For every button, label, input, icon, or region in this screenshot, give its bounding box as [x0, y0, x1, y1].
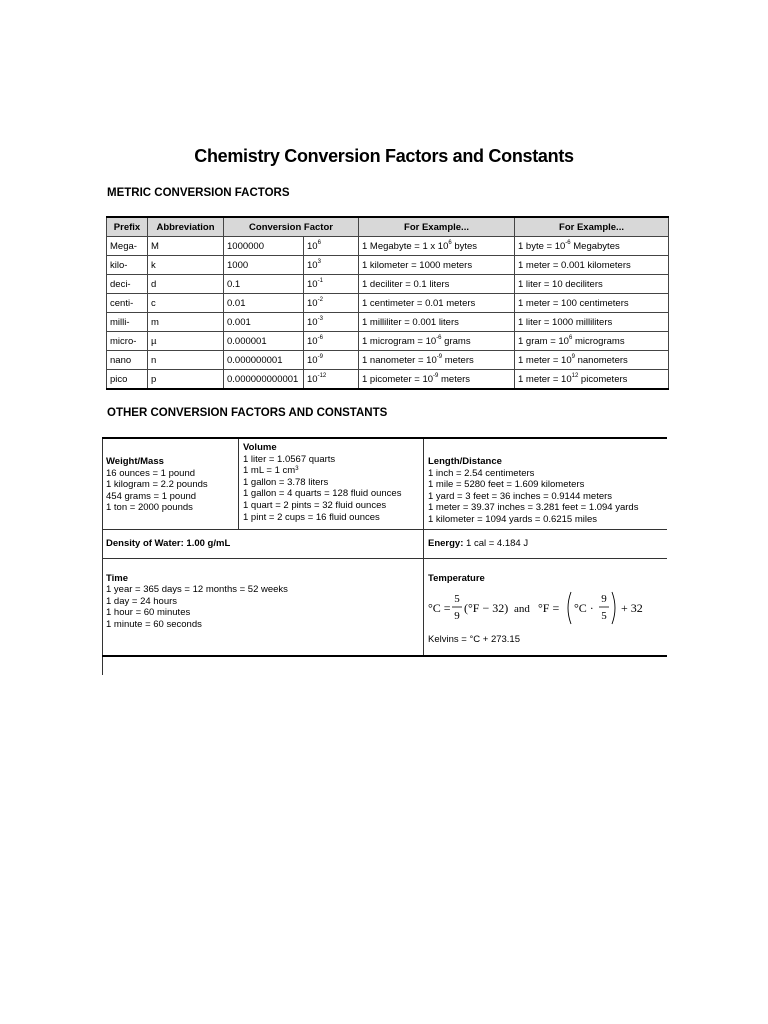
- length-line: 1 mile = 5280 feet = 1.609 kilometers: [428, 479, 585, 491]
- time-line: 1 day = 24 hours: [106, 595, 178, 607]
- formula-f-lhs: °F =: [538, 601, 560, 616]
- density-label: Density of Water:: [106, 537, 184, 549]
- header-prefix: Prefix: [107, 217, 148, 237]
- example-2-cell: [515, 275, 669, 294]
- factor-power-cell: [304, 351, 359, 370]
- length-distance-title: Length/Distance: [428, 456, 502, 467]
- factor-power-cell: [304, 275, 359, 294]
- example-1-text: 1 deciliter = 0.1 liters: [362, 278, 450, 290]
- volume-line: 1 quart = 2 pints = 32 fluid ounces: [243, 499, 387, 511]
- time-cell: [102, 559, 423, 655]
- example-1-cell: [359, 370, 515, 390]
- row-density-energy: [102, 530, 667, 559]
- weight-line: 16 ounces = 1 pound: [106, 467, 196, 479]
- example-1-cell: [359, 256, 515, 275]
- factor-decimal-cell: 0.000001: [224, 332, 304, 351]
- example-2-text: 1 meter = 10: [518, 354, 572, 366]
- example-2-tail: Megabytes: [570, 240, 620, 252]
- example-2-cell: [515, 313, 669, 332]
- temperature-cell: [423, 559, 667, 655]
- example-1-text: 1 centimeter = 0.01 meters: [362, 297, 476, 309]
- prefix-cell: centi-: [107, 294, 148, 313]
- example-1-exponent: 6: [448, 239, 452, 246]
- time-title: Time: [106, 572, 129, 584]
- prefix-cell: pico: [107, 370, 148, 390]
- factor-decimal-cell: 0.001: [224, 313, 304, 332]
- power-base: 10: [307, 354, 318, 366]
- factor-decimal-cell: 1000000: [224, 237, 304, 256]
- volume-line: [243, 465, 419, 477]
- metric-table-row: [107, 294, 669, 313]
- length-line: 1 yard = 3 feet = 36 inches = 0.9144 meters: [428, 490, 613, 502]
- fraction-num-5: 5: [454, 593, 460, 606]
- example-2-text: 1 liter = 10 deciliters: [518, 278, 603, 290]
- page-title: Chemistry Conversion Factors and Constants: [194, 146, 574, 166]
- power-base: 10: [307, 316, 318, 328]
- volume-line: 1 pint = 2 cups = 16 fluid ounces: [243, 511, 380, 523]
- energy-cell: [423, 530, 667, 558]
- abbreviation-cell: µ: [148, 332, 224, 351]
- factor-power-cell: [304, 294, 359, 313]
- example-2-text: 1 gram = 10: [518, 335, 569, 347]
- example-1-cell: [359, 294, 515, 313]
- example-2-text: 1 byte = 10: [518, 240, 566, 252]
- example-2-tail: micrograms: [572, 335, 625, 347]
- energy-value: 1 cal = 4.184 J: [466, 537, 529, 549]
- weight-line: 1 kilogram = 2.2 pounds: [106, 479, 208, 491]
- power-exponent: 6: [317, 239, 321, 246]
- example-1-exponent: -9: [436, 353, 443, 360]
- weight-line: 1 ton = 2000 pounds: [106, 502, 193, 514]
- prefix-cell: nano: [107, 351, 148, 370]
- example-1-cell: [359, 351, 515, 370]
- time-line: 1 hour = 60 minutes: [106, 607, 191, 619]
- row-time-temperature: [102, 559, 667, 657]
- example-2-cell: [515, 256, 669, 275]
- volume-line: 1 liter = 1.0567 quarts: [243, 453, 336, 465]
- time-line: 1 year = 365 days = 12 months = 52 weeks: [106, 584, 288, 596]
- length-distance-cell: [423, 439, 667, 529]
- example-1-exponent: -9: [433, 372, 439, 379]
- weight-mass-title: Weight/Mass: [106, 456, 164, 467]
- formula-paren-f: (°F − 32): [464, 601, 509, 616]
- left-paren: [568, 592, 571, 624]
- example-2-exponent: 12: [571, 372, 579, 379]
- length-line: 1 inch = 2.54 centimeters: [428, 467, 535, 479]
- density-value: 1.00 g/mL: [186, 537, 231, 549]
- volume-ml-text: 1 mL = 1 cm: [243, 465, 296, 477]
- example-1-text: 1 milliliter = 0.001 liters: [362, 316, 459, 328]
- power-exponent: 3: [317, 258, 321, 265]
- weight-line: 454 grams = 1 pound: [106, 490, 197, 502]
- factor-decimal-cell: 0.01: [224, 294, 304, 313]
- power-base: 10: [307, 240, 318, 252]
- density-cell: [102, 535, 423, 553]
- prefix-cell: milli-: [107, 313, 148, 332]
- example-2-cell: [515, 332, 669, 351]
- factor-power-cell: [304, 256, 359, 275]
- power-base: 10: [307, 335, 318, 347]
- power-exponent: -9: [317, 353, 323, 360]
- example-2-cell: [515, 370, 669, 390]
- example-2-exponent: -6: [565, 239, 571, 246]
- example-2-cell: [515, 294, 669, 313]
- abbreviation-cell: c: [148, 294, 224, 313]
- example-1-tail: meters: [438, 373, 471, 385]
- example-1-cell: [359, 275, 515, 294]
- fraction-num-9: 9: [601, 593, 607, 606]
- factor-decimal-cell: 0.1: [224, 275, 304, 294]
- example-1-cell: [359, 313, 515, 332]
- example-1-text: 1 kilometer = 1000 meters: [362, 259, 473, 271]
- power-base: 10: [307, 373, 318, 385]
- power-base: 10: [307, 259, 318, 271]
- example-2-tail: picometers: [578, 373, 628, 385]
- power-exponent: -2: [317, 296, 323, 303]
- power-base: 10: [307, 297, 318, 309]
- example-1-tail: bytes: [451, 240, 478, 252]
- other-section-heading: OTHER CONVERSION FACTORS AND CONSTANTS: [107, 407, 388, 419]
- power-exponent: -3: [317, 315, 323, 322]
- example-1-cell: [359, 237, 515, 256]
- volume-ml-exponent: 3: [295, 466, 299, 473]
- example-2-exponent: 9: [571, 353, 575, 360]
- header-conversion-factor: Conversion Factor: [224, 217, 359, 237]
- formula-c-lhs: °C =: [428, 601, 451, 616]
- factor-power-cell: [304, 313, 359, 332]
- other-conversion-table: [102, 437, 667, 657]
- example-1-text: 1 nanometer = 10: [362, 354, 437, 366]
- example-1-exponent: -6: [436, 334, 442, 341]
- time-line: 1 minute = 60 seconds: [106, 618, 202, 630]
- fraction-den-5: 5: [601, 610, 607, 623]
- header-abbreviation: Abbreviation: [148, 217, 224, 237]
- example-1-text: 1 picometer = 10: [362, 373, 434, 385]
- metric-table-row: [107, 332, 669, 351]
- example-1-text: 1 microgram = 10: [362, 335, 437, 347]
- example-2-text: 1 meter = 10: [518, 373, 572, 385]
- factor-decimal-cell: 0.000000001: [224, 351, 304, 370]
- volume-cell: [238, 439, 423, 529]
- example-1-tail: meters: [442, 354, 474, 366]
- temperature-title: Temperature: [428, 572, 485, 584]
- metric-table-row: [107, 370, 669, 390]
- volume-line: 1 gallon = 3.78 liters: [243, 476, 329, 488]
- metric-table-header-row: [107, 217, 669, 237]
- right-paren: [612, 592, 615, 624]
- example-2-text: 1 meter = 0.001 kilometers: [518, 259, 631, 271]
- example-2-cell: [515, 351, 669, 370]
- power-base: 10: [307, 278, 318, 290]
- fraction-den-9: 9: [454, 610, 460, 623]
- volume-title: Volume: [243, 442, 277, 453]
- example-2-text: 1 liter = 1000 milliliters: [518, 316, 613, 328]
- abbreviation-cell: p: [148, 370, 224, 390]
- formula-and: and: [514, 603, 530, 616]
- length-line: 1 kilometer = 1094 yards = 0.6215 miles: [428, 513, 597, 525]
- metric-table-row: [107, 351, 669, 370]
- prefix-cell: Mega-: [107, 237, 148, 256]
- metric-table-row: [107, 237, 669, 256]
- energy-label: Energy:: [428, 537, 464, 549]
- prefix-cell: micro-: [107, 332, 148, 351]
- power-exponent: -6: [317, 334, 323, 341]
- prefix-cell: deci-: [107, 275, 148, 294]
- formula-inner-c: °C ·: [574, 601, 594, 616]
- abbreviation-cell: n: [148, 351, 224, 370]
- example-1-cell: [359, 332, 515, 351]
- temperature-formula: [428, 586, 664, 630]
- abbreviation-cell: k: [148, 256, 224, 275]
- example-2-tail: nanometers: [574, 354, 628, 366]
- example-2-exponent: 6: [568, 334, 573, 341]
- factor-decimal-cell: 1000: [224, 256, 304, 275]
- length-line: 1 meter = 39.37 inches = 3.281 feet = 1.094 yards: [428, 502, 639, 514]
- factor-power-cell: [304, 332, 359, 351]
- formula-plus-32: + 32: [621, 601, 643, 616]
- example-2-cell: [515, 237, 669, 256]
- weight-mass-cell: [102, 439, 238, 529]
- factor-power-cell: [304, 370, 359, 390]
- factor-power-cell: [304, 237, 359, 256]
- power-exponent: -1: [317, 277, 323, 284]
- example-1-tail: grams: [441, 335, 471, 347]
- example-2-text: 1 meter = 100 centimeters: [518, 297, 629, 309]
- volume-line: 1 gallon = 4 quarts = 128 fluid ounces: [243, 488, 402, 500]
- metric-conversion-table: [106, 216, 669, 390]
- prefix-cell: kilo-: [107, 256, 148, 275]
- row-weight-volume-length: [102, 439, 667, 530]
- kelvins-line: Kelvins = °C + 273.15: [428, 634, 520, 646]
- metric-table-row: [107, 275, 669, 294]
- power-exponent: -12: [317, 372, 327, 379]
- abbreviation-cell: M: [148, 237, 224, 256]
- metric-section-heading: METRIC CONVERSION FACTORS: [107, 187, 290, 199]
- metric-table-row: [107, 256, 669, 275]
- metric-table-row: [107, 313, 669, 332]
- example-1-text: 1 Megabyte = 1 x 10: [362, 240, 449, 252]
- header-example-1: For Example...: [359, 217, 515, 237]
- factor-decimal-cell: 0.000000000001: [224, 370, 304, 390]
- header-example-2: For Example...: [515, 217, 669, 237]
- abbreviation-cell: d: [148, 275, 224, 294]
- abbreviation-cell: m: [148, 313, 224, 332]
